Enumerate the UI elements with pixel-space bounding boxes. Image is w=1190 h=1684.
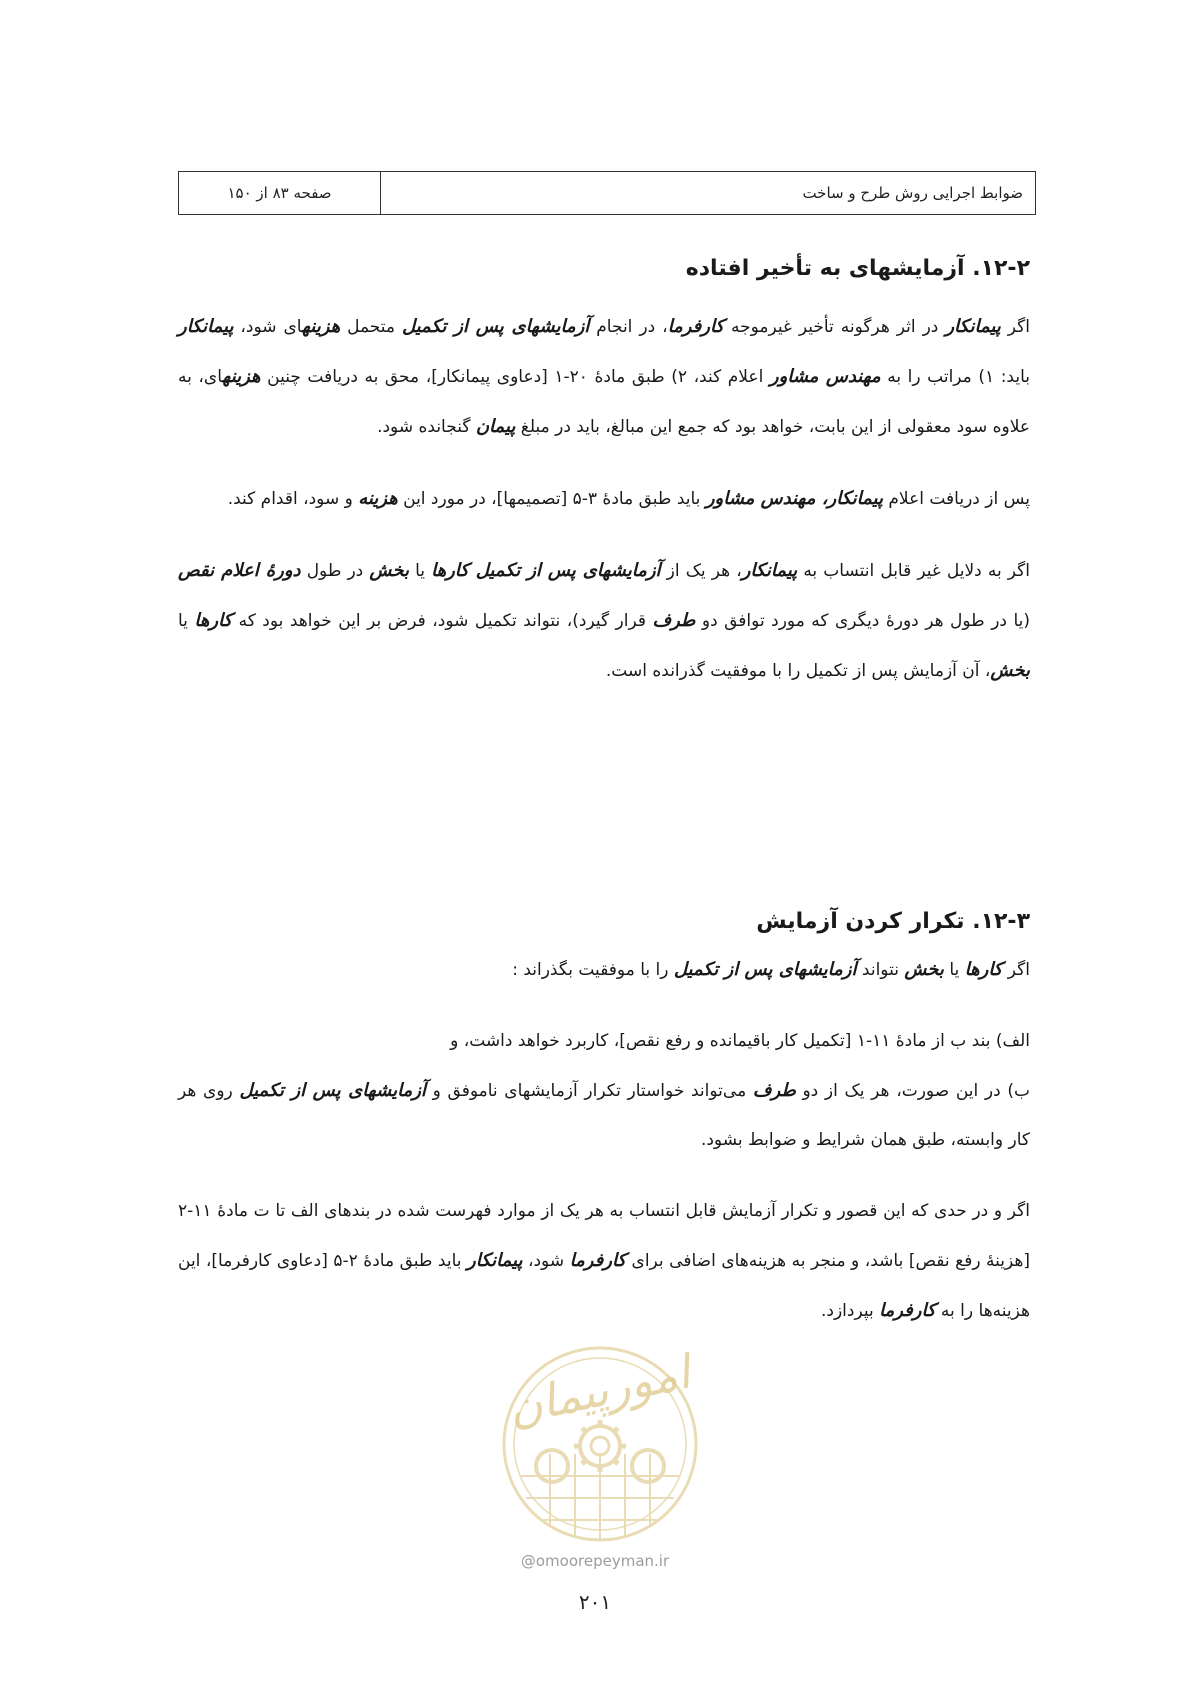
text-run: (یا در طول هر دورهٔ دیگری که مورد توافق دو bbox=[695, 611, 1030, 631]
page-number: ۲۰۱ bbox=[578, 1590, 612, 1614]
text-run: اگر bbox=[1000, 317, 1030, 337]
emphasized-term: بخش bbox=[369, 560, 409, 581]
paragraph bbox=[178, 1187, 1030, 1336]
emphasized-term: آزمایشهای پس از تکمیل bbox=[401, 316, 590, 337]
text-run: ، در انجام bbox=[589, 317, 668, 337]
text-run: باید: ۱) مراتب را به bbox=[880, 367, 1030, 387]
text-run: اعلام کند، ۲) طبق مادهٔ ۲۰-۱ [دعاوی پیمانکار]، محق به دریافت چنین bbox=[260, 367, 770, 387]
text-run: ب) در این صورت، هر یک از دو bbox=[795, 1081, 1030, 1101]
emphasized-term: پیمان bbox=[475, 416, 516, 437]
text-run: ، هر یک از bbox=[660, 561, 742, 581]
emphasized-term: کارها bbox=[964, 959, 1003, 980]
emphasized-term: پیمانکار، مهندس مشاور bbox=[705, 488, 883, 509]
text-run: یا bbox=[178, 611, 195, 631]
text-run: در طول bbox=[300, 561, 370, 581]
text-run: نتواند bbox=[856, 960, 905, 980]
emphasized-term: هزینه bbox=[222, 366, 261, 387]
emphasized-term: هزینه bbox=[358, 488, 398, 509]
text-run: گنجانده شود. bbox=[377, 417, 476, 437]
emphasized-term: طرف bbox=[652, 610, 696, 631]
list-item-alef bbox=[178, 1017, 1030, 1066]
watermark-logo bbox=[490, 1326, 710, 1586]
emphasized-term: کارها bbox=[194, 610, 233, 631]
emphasized-term: آزمایشهای پس از تکمیل bbox=[673, 959, 857, 980]
emphasized-term: کارفرما bbox=[879, 1300, 936, 1321]
text-run: اگر و در حدی که این قصور و تکرار آزمایش قابل انتساب به هر یک از موارد فهرست شده در بندهای الف تا ت مادهٔ ۱۱-۲ [هزینهٔ رفع نقص] باشد، و منجر به هزینه‌های اضافی برای bbox=[178, 1201, 1030, 1271]
text-run: و سود، اقدام کند. bbox=[227, 489, 359, 509]
emphasized-term: بخش bbox=[990, 660, 1030, 681]
watermark-url: @omoorepeyman.ir bbox=[520, 1552, 670, 1570]
emphasized-term: هزینه bbox=[301, 316, 341, 337]
emphasized-term: کارفرما bbox=[667, 316, 725, 337]
text-run: باید طبق مادهٔ ۳-۵ [تصمیمها]، در مورد این bbox=[397, 489, 706, 509]
section-12-2 bbox=[178, 253, 1030, 696]
text-run: باید طبق مادهٔ ۲-۵ [دعاوی کارفرما]، این هزینه‌ها را به bbox=[178, 1251, 1030, 1321]
text-run: ای شود، bbox=[233, 317, 302, 337]
text-run: الف) بند ب از مادهٔ ۱۱-۱ [تکمیل کار باقیمانده و رفع نقص]، کاربرد خواهد داشت، و bbox=[450, 1031, 1030, 1051]
emphasized-term: کارفرما bbox=[569, 1250, 627, 1271]
emphasized-term: بخش bbox=[904, 959, 944, 980]
emphasized-term: پیمانکار bbox=[178, 316, 234, 337]
text-run: قرار گیرد)، نتواند تکمیل شود، فرض بر این خواهد بود که bbox=[232, 611, 653, 631]
text-run: پس از دریافت اعلام bbox=[883, 489, 1030, 509]
paragraph bbox=[178, 546, 1030, 696]
text-run: اگر bbox=[1002, 960, 1030, 980]
paragraph bbox=[178, 945, 1030, 995]
header-title: ضوابط اجرایی روش طرح و ساخت bbox=[802, 184, 1023, 202]
emphasized-term: مهندس مشاور bbox=[769, 366, 881, 387]
emphasized-term: آزمایشهای پس از تکمیل کارها bbox=[431, 560, 661, 581]
text-run: شود، bbox=[522, 1251, 570, 1271]
emphasized-term: پیمانکار bbox=[945, 316, 1001, 337]
paragraph bbox=[178, 302, 1030, 452]
watermark-text: امورپیمان bbox=[502, 1344, 695, 1436]
emphasized-term: پیمانکار bbox=[741, 560, 798, 581]
text-run: یا bbox=[408, 561, 432, 581]
emphasized-term: پیمانکار bbox=[467, 1250, 523, 1271]
header-page-indicator: صفحه ۸۳ از ۱۵۰ bbox=[179, 172, 381, 214]
text-run: اگر به دلایل غیر قابل انتساب به bbox=[797, 561, 1031, 581]
text-run: می‌تواند خواستار تکرار آزمایشهای ناموفق و bbox=[425, 1081, 753, 1101]
section-12-3 bbox=[178, 906, 1030, 1336]
text-run: روی هر کار وابسته، طبق همان شرایط و ضوابط بشود. bbox=[178, 1081, 1030, 1150]
section-heading: ۱۲-۲. آزمایشهای به تأخیر افتاده bbox=[685, 256, 1030, 281]
list-item-be bbox=[178, 1066, 1030, 1165]
text-run: ، آن آزمایش پس از تکمیل را با موفقیت گذرانده است. bbox=[605, 661, 991, 681]
text-run: بپردازد. bbox=[820, 1301, 880, 1321]
emphasized-term: آزمایشهای پس از تکمیل bbox=[239, 1080, 426, 1101]
text-run: ای، به علاوه سود معقولی از این بابت، خواهد بود که جمع این مبالغ، باید در مبلغ bbox=[178, 367, 1030, 437]
paragraph bbox=[178, 474, 1030, 524]
header-table bbox=[178, 171, 1036, 215]
text-run: متحمل bbox=[340, 317, 402, 337]
section-heading: ۱۲-۳. تکرار کردن آزمایش bbox=[756, 909, 1030, 934]
emphasized-term: طرف bbox=[752, 1080, 796, 1101]
emphasized-term: دورهٔ اعلام نقص bbox=[178, 560, 301, 581]
text-run: یا bbox=[943, 960, 965, 980]
text-run: را با موفقیت بگذراند : bbox=[512, 960, 674, 980]
text-run: در اثر هرگونه تأخیر غیرموجه bbox=[724, 317, 946, 337]
